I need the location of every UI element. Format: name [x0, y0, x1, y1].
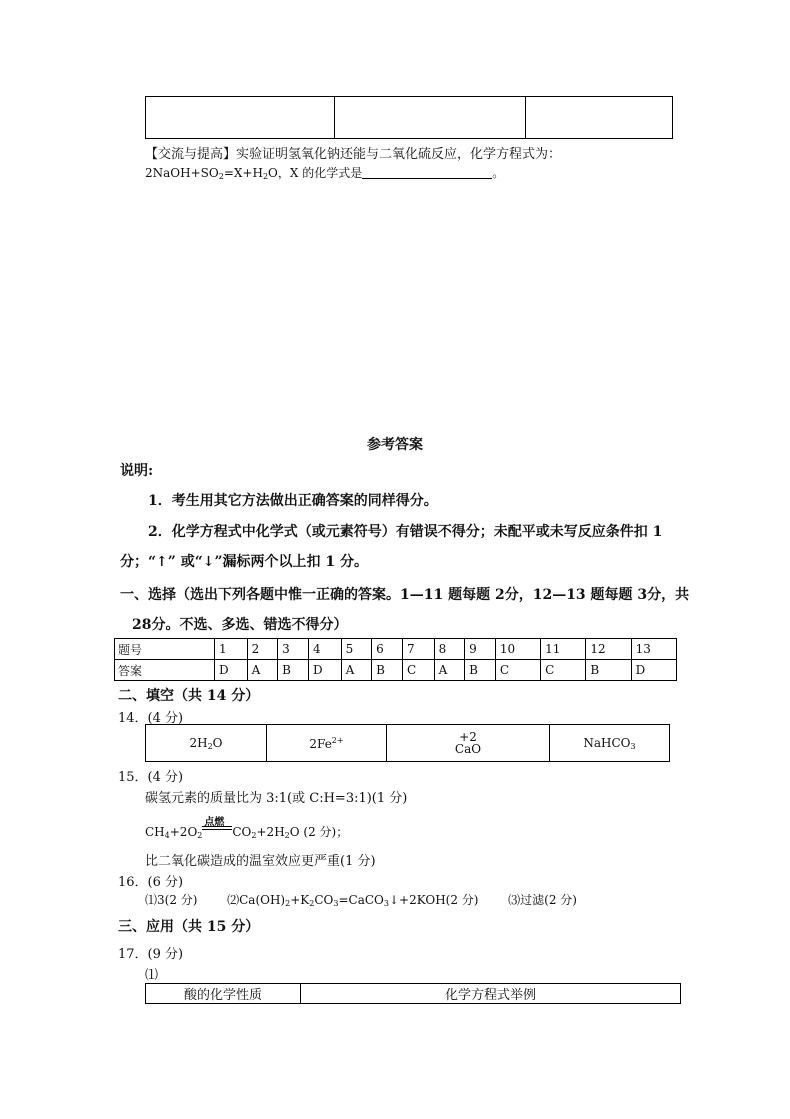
reaction-condition [202, 817, 232, 836]
formula-subscript: 2 [285, 899, 291, 908]
formula-subscript: 3 [383, 899, 389, 908]
exchange-equation [145, 164, 504, 181]
q15-line1: 碳氢元素的质量比为 3:1(或 C:H=3:1)(1 分) [145, 791, 408, 806]
formula-text: ⑵Ca(OH) [227, 893, 286, 907]
section2-title: 二、填空（共 14 分） [118, 688, 260, 704]
condition-line [202, 829, 232, 830]
question-number: 5 [341, 639, 372, 660]
question-number: 9 [465, 639, 496, 660]
condition-line [202, 826, 232, 827]
answer-letter: C [495, 660, 540, 681]
formula-text: CO [314, 893, 334, 907]
answer-letter: A [341, 660, 372, 681]
end-mark: 。 [492, 166, 505, 180]
formula-text: =CaCO [338, 893, 384, 907]
q17-header-equation: 化学方程式举例 [301, 984, 681, 1004]
exchange-label: 【交流与提高】 [145, 147, 237, 162]
exchange-paragraph [145, 143, 561, 162]
answer-letter: D [308, 660, 341, 681]
notes-item-2-line2: 分；“↑” 或“↓”漏标两个以上扣 1 分。 [120, 554, 369, 570]
formula-text: CH [145, 825, 165, 839]
formula-subscript: 2 [207, 741, 213, 751]
answer-letter: A [434, 660, 465, 681]
formula-text: O [212, 735, 223, 750]
formula-text: +2H [256, 825, 285, 839]
answer-letter: A [247, 660, 278, 681]
eq-subscript: 2 [218, 172, 224, 181]
answer-letter: D [631, 660, 676, 681]
q17-table [145, 983, 681, 1004]
formula-text: +K [290, 893, 310, 907]
row-label-number: 题号 [115, 639, 215, 660]
answer-letter: B [465, 660, 496, 681]
q16-part1: ⑴3(2 分) [145, 893, 198, 907]
formula-text: 2Fe [309, 736, 332, 751]
formula-text: +2O [169, 825, 198, 839]
formula-subscript: 4 [164, 831, 170, 840]
q17-label: 17．(9 分) [118, 947, 184, 962]
answer-blank [362, 166, 492, 179]
q16-part2 [227, 893, 478, 907]
top-table-cell [146, 97, 335, 139]
formula-subscript: 2 [197, 831, 203, 840]
question-number: 6 [372, 639, 403, 660]
question-number: 11 [541, 639, 586, 660]
formula-superscript: 2+ [331, 735, 344, 745]
notes-heading: 说明: [120, 463, 154, 479]
top-table-cell [335, 97, 526, 139]
q14-cell-water [146, 725, 267, 762]
question-number: 7 [402, 639, 434, 660]
q16-part3: ⑶过滤(2 分) [508, 893, 577, 907]
formula-text: O (2 分)； [289, 825, 349, 839]
answer-letter: B [278, 660, 309, 681]
condition-label: 点燃 [204, 817, 225, 828]
valence-mark: +2 [459, 730, 477, 744]
notes-item-1: 1．考生用其它方法做出正确答案的同样得分。 [148, 493, 438, 509]
eq-text: O，X 的化学式是 [268, 166, 363, 180]
formula-subscript: 3 [333, 899, 339, 908]
eq-subscript: 2 [262, 172, 269, 181]
question-number: 2 [247, 639, 278, 660]
q17-header-property: 酸的化学性质 [146, 984, 301, 1004]
formula-text: CaO [454, 742, 482, 756]
question-number: 4 [308, 639, 341, 660]
formula-subscript: 2 [284, 831, 290, 840]
choice-answer-table [114, 638, 677, 681]
formula-subscript: 3 [630, 741, 636, 751]
q16-answers [145, 891, 577, 908]
question-number: 10 [495, 639, 540, 660]
answer-letter: C [402, 660, 434, 681]
eq-text: 2NaOH+SO [145, 166, 219, 180]
q14-cell-nahco3 [550, 725, 670, 762]
q14-answer-table [145, 724, 670, 762]
formula-text: 2H [189, 735, 208, 750]
answer-letter: D [215, 660, 248, 681]
q15-line3: 比二氧化碳造成的温室效应更严重(1 分) [145, 854, 376, 869]
question-number: 1 [215, 639, 248, 660]
top-empty-table [145, 96, 673, 139]
answer-letter: B [372, 660, 403, 681]
question-number: 3 [278, 639, 309, 660]
q15-equation [145, 817, 349, 840]
q17-subpart: ⑴ [145, 968, 159, 983]
answer-letter: B [586, 660, 631, 681]
formula-text: ↓+2KOH(2 分) [388, 893, 479, 907]
answer-title: 参考答案 [367, 437, 423, 453]
q14-cell-cao [387, 725, 550, 762]
question-number: 12 [586, 639, 631, 660]
q16-label: 16．(6 分) [118, 875, 184, 890]
exchange-text: 实验证明氢氧化钠还能与二氧化硫反应，化学方程式为： [236, 147, 562, 162]
answer-letter: C [541, 660, 586, 681]
section1-line1: 一、选择（选出下列各题中惟一正确的答案。1—11 题每题 2分，12—13 题每题 3分，共 [120, 587, 690, 603]
q15-label: 15．(4 分) [118, 770, 184, 785]
section3-title: 三、应用（共 15 分） [118, 919, 260, 935]
formula-text: NaHCO [583, 735, 631, 750]
section1-line2: 28分。不选、多选、错选不得分） [132, 617, 348, 633]
formula-text: CO [232, 825, 252, 839]
formula-subscript: 2 [309, 899, 315, 908]
formula-subscript: 2 [251, 831, 257, 840]
q14-cell-iron [267, 725, 387, 762]
q14-label: 14．(4 分) [118, 711, 184, 726]
eq-text: =X+H [223, 166, 263, 180]
top-table-cell [526, 97, 673, 139]
question-number: 8 [434, 639, 465, 660]
notes-item-2-line1: 2．化学方程式中化学式（或元素符号）有错误不得分；未配平或未写反应条件扣 1 [148, 524, 663, 540]
row-label-answer: 答案 [115, 660, 215, 681]
question-number: 13 [631, 639, 676, 660]
